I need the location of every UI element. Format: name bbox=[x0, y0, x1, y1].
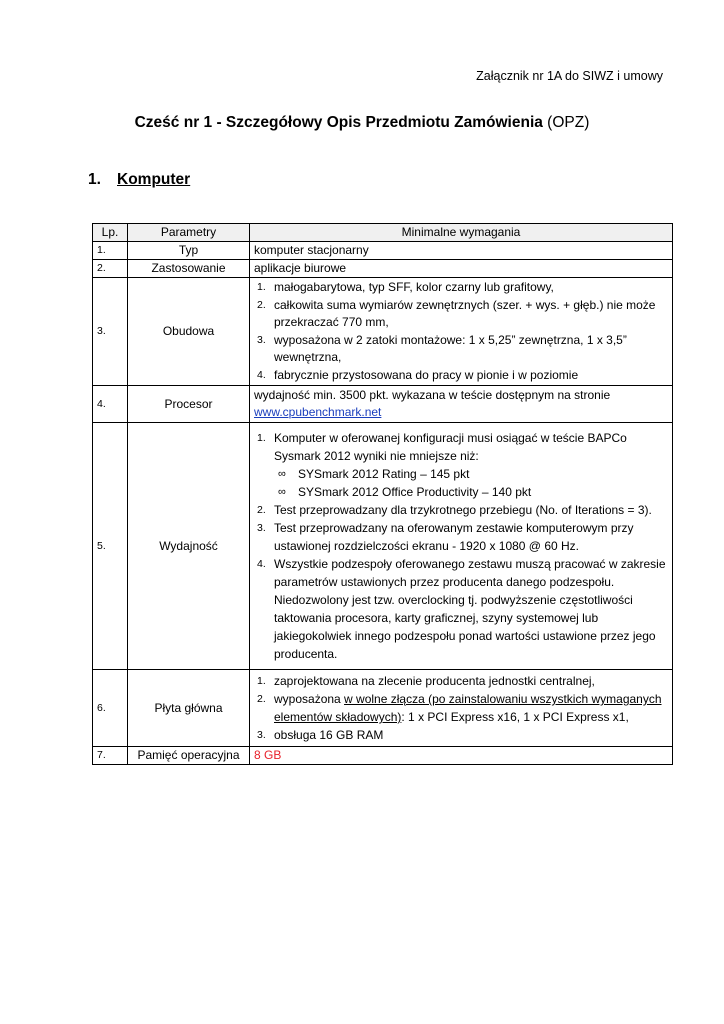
benchmark-link[interactable]: www.cpubenchmark.net bbox=[254, 405, 382, 419]
row-requirement: 8 GB bbox=[250, 747, 673, 765]
list-item bbox=[254, 332, 668, 367]
list-item-text: małogabarytowa, typ SFF, kolor czarny lub grafitowy, bbox=[274, 280, 554, 294]
infinity-bullet-icon: ∞ bbox=[278, 486, 286, 498]
header-param: Parametry bbox=[128, 224, 250, 242]
requirements-table bbox=[92, 223, 673, 765]
table-row bbox=[93, 260, 673, 278]
row-requirement bbox=[250, 386, 673, 423]
row-number: 7. bbox=[93, 747, 128, 765]
table-row bbox=[93, 242, 673, 260]
list-item-text: całkowita suma wymiarów zewnętrznych (szer. + wys. + głęb.) nie może przekraczać 770 mm, bbox=[274, 297, 656, 329]
list-item-text: obsługa 16 GB RAM bbox=[274, 728, 384, 742]
page-title bbox=[0, 114, 724, 132]
list-item bbox=[254, 429, 668, 501]
table-row bbox=[93, 670, 673, 747]
list-item bbox=[254, 279, 668, 297]
list-item-text: wyposażona bbox=[274, 692, 345, 706]
list-item-text: Test przeprowadzany na oferowanym zestawie komputerowym przy ustawionej rozdzielczości ekranu - 1920 x 1080 @ 60 Hz. bbox=[274, 521, 634, 553]
requirement-list bbox=[254, 279, 668, 384]
list-item-text: zaprojektowana na zlecenie producenta jednostki centralnej, bbox=[274, 674, 595, 688]
table-row bbox=[93, 278, 673, 386]
table-row bbox=[93, 423, 673, 670]
sub-list-text: SYSmark 2012 Office Productivity – 140 pkt bbox=[298, 485, 532, 499]
sub-list-item bbox=[274, 465, 668, 483]
list-number: 1. bbox=[257, 675, 266, 687]
section-heading bbox=[88, 171, 190, 189]
row-parameter: Pamięć operacyjna bbox=[128, 747, 250, 765]
list-number: 3. bbox=[257, 522, 266, 534]
row-requirement: komputer stacjonarny bbox=[250, 242, 673, 260]
list-item-text: Test przeprowadzany dla trzykrotnego przebiegu (No. of Iterations = 3). bbox=[274, 503, 652, 517]
row-parameter: Wydajność bbox=[128, 423, 250, 670]
list-number: 2. bbox=[257, 504, 266, 516]
table-row bbox=[93, 747, 673, 765]
list-item-text: : 1 x PCI Express x16, 1 x PCI Express x1, bbox=[401, 710, 629, 724]
list-item bbox=[254, 672, 668, 690]
list-item-text: fabrycznie przystosowana do pracy w pionie i w poziomie bbox=[274, 367, 579, 382]
row-number: 6. bbox=[93, 670, 128, 747]
list-number: 1. bbox=[257, 281, 266, 293]
row-requirement bbox=[250, 278, 673, 386]
list-item-text: Sysmark 2012 wyniki nie mniejsze niż: bbox=[274, 449, 479, 463]
row-parameter: Obudowa bbox=[128, 278, 250, 386]
list-number: 4. bbox=[257, 558, 266, 570]
list-number: 2. bbox=[257, 693, 266, 705]
list-item-text: Wszystkie podzespoły oferowanego zestawu muszą pracować w zakresie parametrów ustawionych przez producenta danego podzespołu. Niedozwolony jest tzw. overclocking tj. podwyższenie częstotliwości taktowania procesora, karty graficznej, szyny systemowej lub jakiegokolwiek innego podzespołu ponad wartości ustawione przez jego producenta. bbox=[274, 557, 666, 661]
row-parameter: Płyta główna bbox=[128, 670, 250, 747]
row-number: 5. bbox=[93, 423, 128, 670]
requirement-list bbox=[254, 429, 668, 663]
sub-list-item bbox=[274, 483, 668, 501]
list-number: 4. bbox=[257, 368, 266, 381]
list-number: 3. bbox=[257, 729, 266, 741]
list-item-text: Komputer w oferowanej konfiguracji musi osiągać w teście BAPCo bbox=[274, 431, 627, 445]
row-number: 3. bbox=[93, 278, 128, 386]
row-requirement: aplikacje biurowe bbox=[250, 260, 673, 278]
list-item bbox=[254, 367, 668, 385]
list-number: 1. bbox=[257, 432, 266, 444]
section-label: Komputer bbox=[117, 171, 191, 188]
sub-list bbox=[274, 465, 668, 501]
underlined-text: w wolne złącza (po zainstalowaniu wszystkich wymaganych elementów składowych) bbox=[274, 692, 662, 724]
list-item bbox=[254, 555, 668, 663]
table-header-row bbox=[93, 224, 673, 242]
header-lp: Lp. bbox=[93, 224, 128, 242]
row-number: 4. bbox=[93, 386, 128, 423]
requirement-list bbox=[254, 672, 668, 744]
sub-list-text: SYSmark 2012 Rating – 145 pkt bbox=[298, 467, 470, 481]
row-requirement bbox=[250, 670, 673, 747]
row-parameter: Procesor bbox=[128, 386, 250, 423]
list-number: 2. bbox=[257, 298, 266, 311]
list-item bbox=[254, 501, 668, 519]
requirement-text: wydajność min. 3500 pkt. wykazana w teście dostępnym na stronie bbox=[254, 388, 611, 402]
title-suffix: (OPZ) bbox=[542, 114, 590, 131]
list-item bbox=[254, 726, 668, 744]
list-item bbox=[254, 297, 668, 332]
list-item bbox=[254, 519, 668, 555]
title-main: Cześć nr 1 - Szczegółowy Opis Przedmiotu Zamówienia bbox=[134, 114, 543, 131]
annex-reference: Załącznik nr 1A do SIWZ i umowy bbox=[476, 69, 663, 83]
infinity-bullet-icon: ∞ bbox=[278, 468, 286, 480]
row-parameter: Typ bbox=[128, 242, 250, 260]
row-requirement bbox=[250, 423, 673, 670]
row-parameter: Zastosowanie bbox=[128, 260, 250, 278]
row-number: 2. bbox=[93, 260, 128, 278]
table-row bbox=[93, 386, 673, 423]
header-req: Minimalne wymagania bbox=[250, 224, 673, 242]
list-number: 3. bbox=[257, 333, 266, 346]
list-item bbox=[254, 690, 668, 726]
row-number: 1. bbox=[93, 242, 128, 260]
section-number: 1. bbox=[88, 171, 101, 188]
list-item-text: wyposażona w 2 zatoki montażowe: 1 x 5,25” zewnętrzna, 1 x 3,5” wewnętrzna, bbox=[274, 332, 627, 364]
